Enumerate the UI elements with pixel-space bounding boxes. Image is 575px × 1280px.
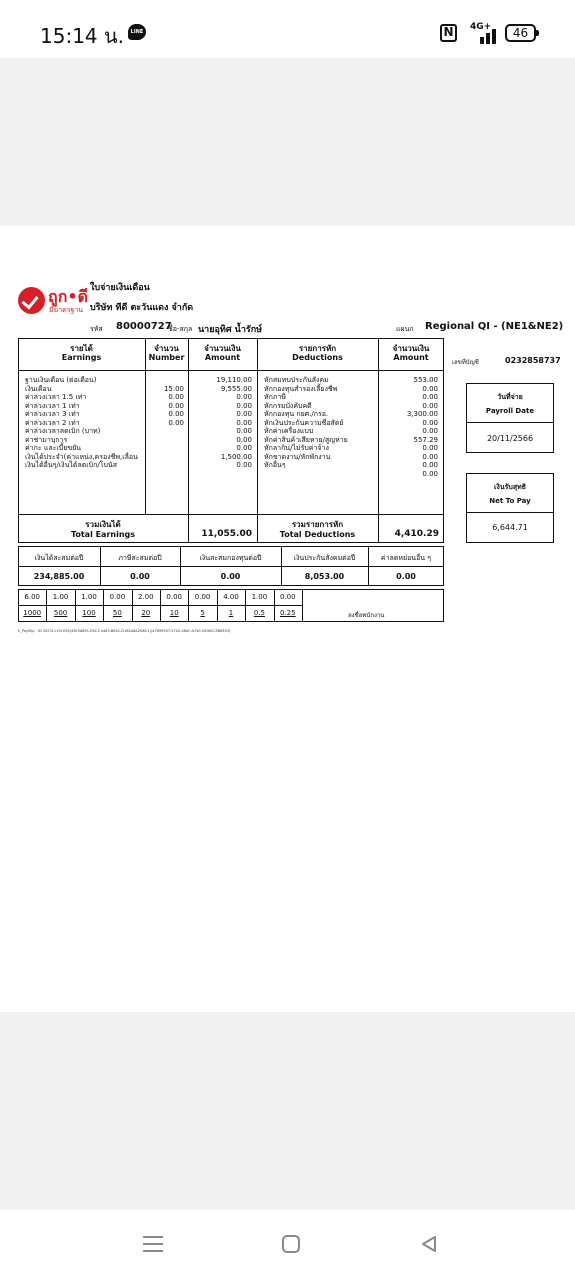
deduction-amount: 0.00 <box>422 384 438 393</box>
department: Regional QI - (NE1&NE2) <box>425 321 564 332</box>
earning-item: เงินได้ประจำ(ค่าแหน่ง,ครองชีพ,เลื่อน <box>25 452 138 461</box>
denomination-count: 4.00 <box>223 593 239 601</box>
deduction-item: หักลากิน/ไม่รับค่าจ้าง <box>264 444 329 452</box>
doc-title: ใบจ่ายเงินเดือน <box>90 283 150 293</box>
header-number-th: จำนวน <box>154 344 179 353</box>
payroll-date-en: Payroll Date <box>485 407 535 415</box>
denomination-count: 2.00 <box>137 593 154 601</box>
deduction-item: หักค่าเครื่องแบบ <box>264 427 314 435</box>
company-logo <box>18 285 88 315</box>
deduction-item: หักขาดงาน/หักพักงาน <box>264 452 331 461</box>
earning-item: ค่าล่วงเวลา 1.5 เท่า <box>25 393 87 401</box>
deduction-amount: 0.00 <box>422 418 438 427</box>
payroll-date-value: 20/11/2566 <box>486 434 534 443</box>
denomination-count: 0.00 <box>279 593 296 601</box>
deductions-list <box>264 376 378 470</box>
denomination-count: 1.00 <box>251 593 268 601</box>
deduction-item: หักกองทุน กยศ./กรอ. <box>264 410 329 418</box>
deduction-amount: 3,300.00 <box>406 410 438 418</box>
ytd-other-value: 0.00 <box>396 572 416 581</box>
earning-item: ค่าล่วงเวลา 3 เท่า <box>25 410 80 418</box>
header-number-en: Number <box>148 353 185 362</box>
deduction-item: หักกรมบังคับคดี <box>264 401 312 410</box>
logo-subtext: มีมาตรฐาน <box>49 306 84 314</box>
denomination-count: 1.00 <box>52 593 69 601</box>
deduction-amount: 0.00 <box>422 444 438 452</box>
earning-number: 0.00 <box>168 418 184 427</box>
total-deductions-th: รวมรายการหัก <box>291 520 344 529</box>
ytd-fund-value: 0.00 <box>220 572 241 581</box>
ytd-header-income: เงินได้สะสมต่อปี <box>34 554 84 562</box>
home-button[interactable] <box>282 1235 300 1253</box>
deduction-amount: 557.29 <box>413 435 438 444</box>
net-pay-th: เงินรับสุทธิ <box>494 483 526 491</box>
denomination-value: 5 <box>200 609 205 617</box>
nfc-icon: N <box>440 24 457 42</box>
net-pay-en: Net To Pay <box>489 497 531 505</box>
total-deductions-en: Total Deductions <box>279 530 356 539</box>
status-bar <box>0 0 575 58</box>
ytd-header-social: เงินประกันสังคมต่อปี <box>293 554 356 562</box>
earning-amount: 19,110.00 <box>216 376 252 384</box>
total-earnings-en: Total Earnings <box>70 530 136 539</box>
earning-number <box>148 461 184 470</box>
earning-number: 0.00 <box>168 401 184 410</box>
amount-list <box>190 376 252 470</box>
header-amount2-en: Amount <box>393 353 429 362</box>
denomination-count: 0.00 <box>166 593 182 601</box>
deduction-amount: 0.00 <box>422 461 438 469</box>
deduction-amount: 553.00 <box>413 376 438 384</box>
denomination-count: 0.00 <box>194 593 211 601</box>
deduction-amount: 0.00 <box>422 469 438 478</box>
header-deductions-en: Deductions <box>292 353 343 362</box>
earning-amount: 0.00 <box>236 418 252 427</box>
deduction-amount: 0.00 <box>422 452 438 461</box>
signal-icon <box>470 22 498 44</box>
denomination-value: 1 <box>228 609 234 617</box>
header-deductions-th: รายการหัก <box>298 344 337 353</box>
earning-number <box>148 427 184 436</box>
payroll-date-th: วันที่จ่าย <box>497 393 523 401</box>
deduction-item: หักสมทบประกันสังคม <box>264 376 329 384</box>
recent-apps-button[interactable] <box>143 1234 163 1254</box>
earning-number: 0.00 <box>168 393 184 401</box>
net-pay-value: 6,644.71 <box>492 523 528 532</box>
signature-label: ลงชื่อพนักงาน <box>348 612 385 619</box>
earning-number <box>148 453 184 462</box>
deduction-amount-list <box>380 376 438 478</box>
ytd-header-tax: ภาษีสะสมต่อปี <box>118 554 162 562</box>
earning-number <box>148 376 184 385</box>
denomination-value: 50 <box>112 609 122 617</box>
earning-item: เงินเดือน <box>25 384 52 393</box>
earning-number: 0.00 <box>168 410 184 418</box>
earning-item: ค่าล่วงเวลาลดเบิก (บาท) <box>25 427 101 435</box>
denomination-value: 100 <box>82 609 96 617</box>
denomination-value: 0.5 <box>253 609 265 617</box>
deduction-item: หักเงินประกันความซื่อสัตย์ <box>264 418 344 427</box>
denomination-count: 1.00 <box>81 593 97 601</box>
earning-number <box>148 436 184 445</box>
total-deductions-value: 4,410.29 <box>394 529 439 539</box>
battery-icon: 46 <box>505 24 536 42</box>
earning-amount: 0.00 <box>236 461 252 469</box>
total-earnings-th: รวมเงินได้ <box>85 520 121 529</box>
back-button[interactable] <box>419 1234 439 1254</box>
employee-name: นายอุทิศ น้ำรักษ์ <box>198 325 263 335</box>
deduction-amount: 0.00 <box>422 393 438 401</box>
earning-amount: 0.00 <box>236 427 252 435</box>
ytd-tax-value: 0.00 <box>130 572 150 581</box>
company-name: บริษัท ทีดี ตะวันแดง จำกัด <box>90 303 194 313</box>
deduction-item: หักกองทุนสำรองเลี้ยงชีพ <box>264 384 338 393</box>
earning-item: ค่าล่วงเวลา 2 เท่า <box>25 418 80 427</box>
earning-amount: 0.00 <box>236 435 252 444</box>
account-label: เลขที่บัญชี <box>452 359 479 366</box>
denomination-value: 10 <box>169 609 179 617</box>
earning-item: ค่ากะ และเบี้ยขยัน <box>25 444 82 452</box>
ytd-header-other: ค่าลดหย่อนอื่น ๆ <box>380 554 432 562</box>
status-time: 15:14 น. <box>40 24 125 48</box>
denomination-count: 0.00 <box>109 593 126 601</box>
earning-amount: 1,500.00 <box>220 452 252 461</box>
earning-item: เงินได้อื่นๆ/เงินได้ลดเบิก/โบนัส <box>25 461 117 469</box>
earning-amount: 0.00 <box>236 410 252 418</box>
account-number: 0232858737 <box>505 356 561 365</box>
deduction-item: หักภาษี <box>264 393 287 401</box>
denomination-value: 20 <box>141 609 151 617</box>
number-list <box>148 376 184 470</box>
header-earnings-th: รายได้ <box>70 344 93 353</box>
ytd-income-value: 234,885.00 <box>33 572 85 581</box>
earning-amount: 9,555.00 <box>220 384 252 393</box>
check-icon <box>18 287 45 314</box>
denomination-value: 500 <box>53 609 68 617</box>
name-label: ชื่อ-สกุล <box>168 325 193 333</box>
earning-item: ฐานเงินเดือน (ต่อเดือน) <box>25 376 97 384</box>
id-label: รหัส <box>90 325 103 333</box>
deduction-item: หักค่าสินค้าเสียหาย/สูญหาย <box>264 435 348 444</box>
denomination-count: 6.00 <box>24 593 40 601</box>
deduction-amount: 0.00 <box>422 427 438 435</box>
header-amount-th: จำนวนเงิน <box>204 344 241 353</box>
earning-item: ค่าช่ามาบุการ <box>25 435 68 444</box>
header-amount2-th: จำนวนเงิน <box>392 344 430 353</box>
logo-text: ถูก•ดี <box>48 287 88 306</box>
viewer-background-bottom <box>0 1012 575 1210</box>
dept-label: แผนก <box>396 325 414 333</box>
payslip-footer-id: E_PaySlip : ID 20231119103S(4303A69C-E6C3-4483-B04C-D182A6A2D6C1)(47699307-5720-46AF-A740-5506CC5B8E03) <box>18 629 231 633</box>
earning-amount: 0.00 <box>236 401 252 410</box>
earning-amount: 0.00 <box>236 444 252 452</box>
deduction-item: หักอื่นๆ <box>264 461 286 469</box>
header-earnings-en: Earnings <box>61 353 102 362</box>
denomination-value: 1000 <box>23 609 42 617</box>
ytd-header-fund: เงินสะสมกองทุนต่อปี <box>199 554 262 562</box>
denomination-value: 0.25 <box>279 609 296 617</box>
earnings-list <box>25 376 145 470</box>
line-app-icon: LINE <box>128 24 146 40</box>
network-type: 4G+ <box>470 22 492 32</box>
viewer-background-top <box>0 58 575 226</box>
earning-amount: 0.00 <box>236 393 252 401</box>
deduction-amount: 0.00 <box>422 401 438 410</box>
earning-item: ค่าล่วงเวลา 1 เท่า <box>25 401 80 410</box>
header-amount-en: Amount <box>204 353 241 362</box>
ytd-social-value: 8,053.00 <box>304 572 345 581</box>
employee-id: 80000727 <box>116 321 172 332</box>
earning-number: 15.00 <box>163 384 184 393</box>
total-earnings-value: 11,055.00 <box>201 529 252 539</box>
earning-number <box>148 444 184 453</box>
